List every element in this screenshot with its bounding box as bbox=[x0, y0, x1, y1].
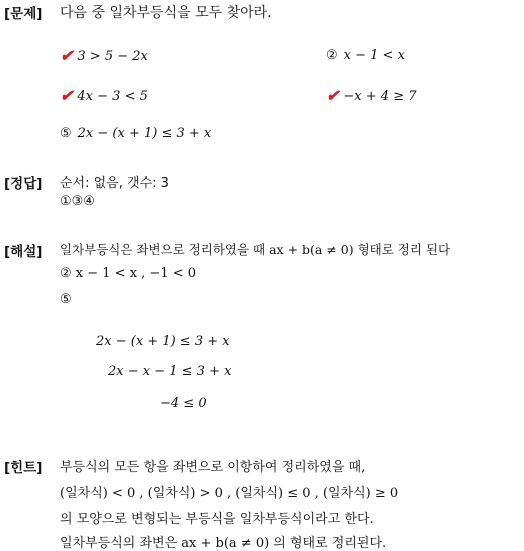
option-expr: 3 > 5 − 2x bbox=[77, 48, 148, 64]
hint-tag: [힌트] bbox=[4, 460, 43, 476]
check-icon: ✔ bbox=[60, 86, 74, 105]
explanation-line: ⑤ bbox=[60, 292, 72, 307]
check-icon: ✔ bbox=[326, 86, 340, 105]
answer-line: 순서: 없음, 갯수: 3 bbox=[60, 176, 169, 191]
explanation-line: 일차부등식은 좌변으로 정리하였을 때 ax + b(a ≠ 0) 형태로 정리 된다 bbox=[60, 242, 451, 257]
derivation-step: 2x − (x + 1) ≤ 3 + x bbox=[96, 334, 230, 349]
option-expr: 4x − 3 < 5 bbox=[77, 88, 148, 104]
option-number: ② bbox=[326, 48, 338, 63]
option-expr: −x + 4 ≥ 7 bbox=[343, 88, 417, 104]
answer-tag: [정답] bbox=[4, 176, 43, 192]
problem-question: 다음 중 일차부등식을 모두 찾아라. bbox=[60, 5, 272, 21]
option-5 bbox=[60, 126, 211, 141]
derivation-step: 2x − x − 1 ≤ 3 + x bbox=[108, 364, 232, 379]
hint-line: (일차식) < 0 , (일차식) > 0 , (일차식) ≤ 0 , (일차식) ≥ 0 bbox=[60, 486, 399, 501]
hint-line: 일차부등식의 좌변은 ax + b(a ≠ 0) 의 형태로 정리된다. bbox=[60, 536, 387, 551]
option-1 bbox=[60, 48, 148, 64]
option-expr: x − 1 < x bbox=[343, 48, 405, 63]
check-icon: ✔ bbox=[60, 46, 74, 65]
explanation-tag: [해설] bbox=[4, 244, 43, 260]
explanation-line: ② x − 1 < x , −1 < 0 bbox=[60, 266, 197, 281]
derivation-step: −4 ≤ 0 bbox=[160, 396, 207, 411]
option-expr: 2x − (x + 1) ≤ 3 + x bbox=[77, 126, 212, 141]
option-4 bbox=[326, 88, 417, 104]
option-number: ⑤ bbox=[60, 126, 72, 141]
problem-tag: [문제] bbox=[4, 6, 43, 22]
hint-line: 의 모양으로 변형되는 부등식을 일차부등식이라고 한다. bbox=[60, 512, 374, 527]
option-2 bbox=[326, 48, 405, 63]
answer-choices: ①③④ bbox=[60, 194, 95, 209]
option-3 bbox=[60, 88, 148, 104]
hint-line: 부등식의 모든 항을 좌변으로 이항하여 정리하였을 때, bbox=[60, 460, 366, 475]
